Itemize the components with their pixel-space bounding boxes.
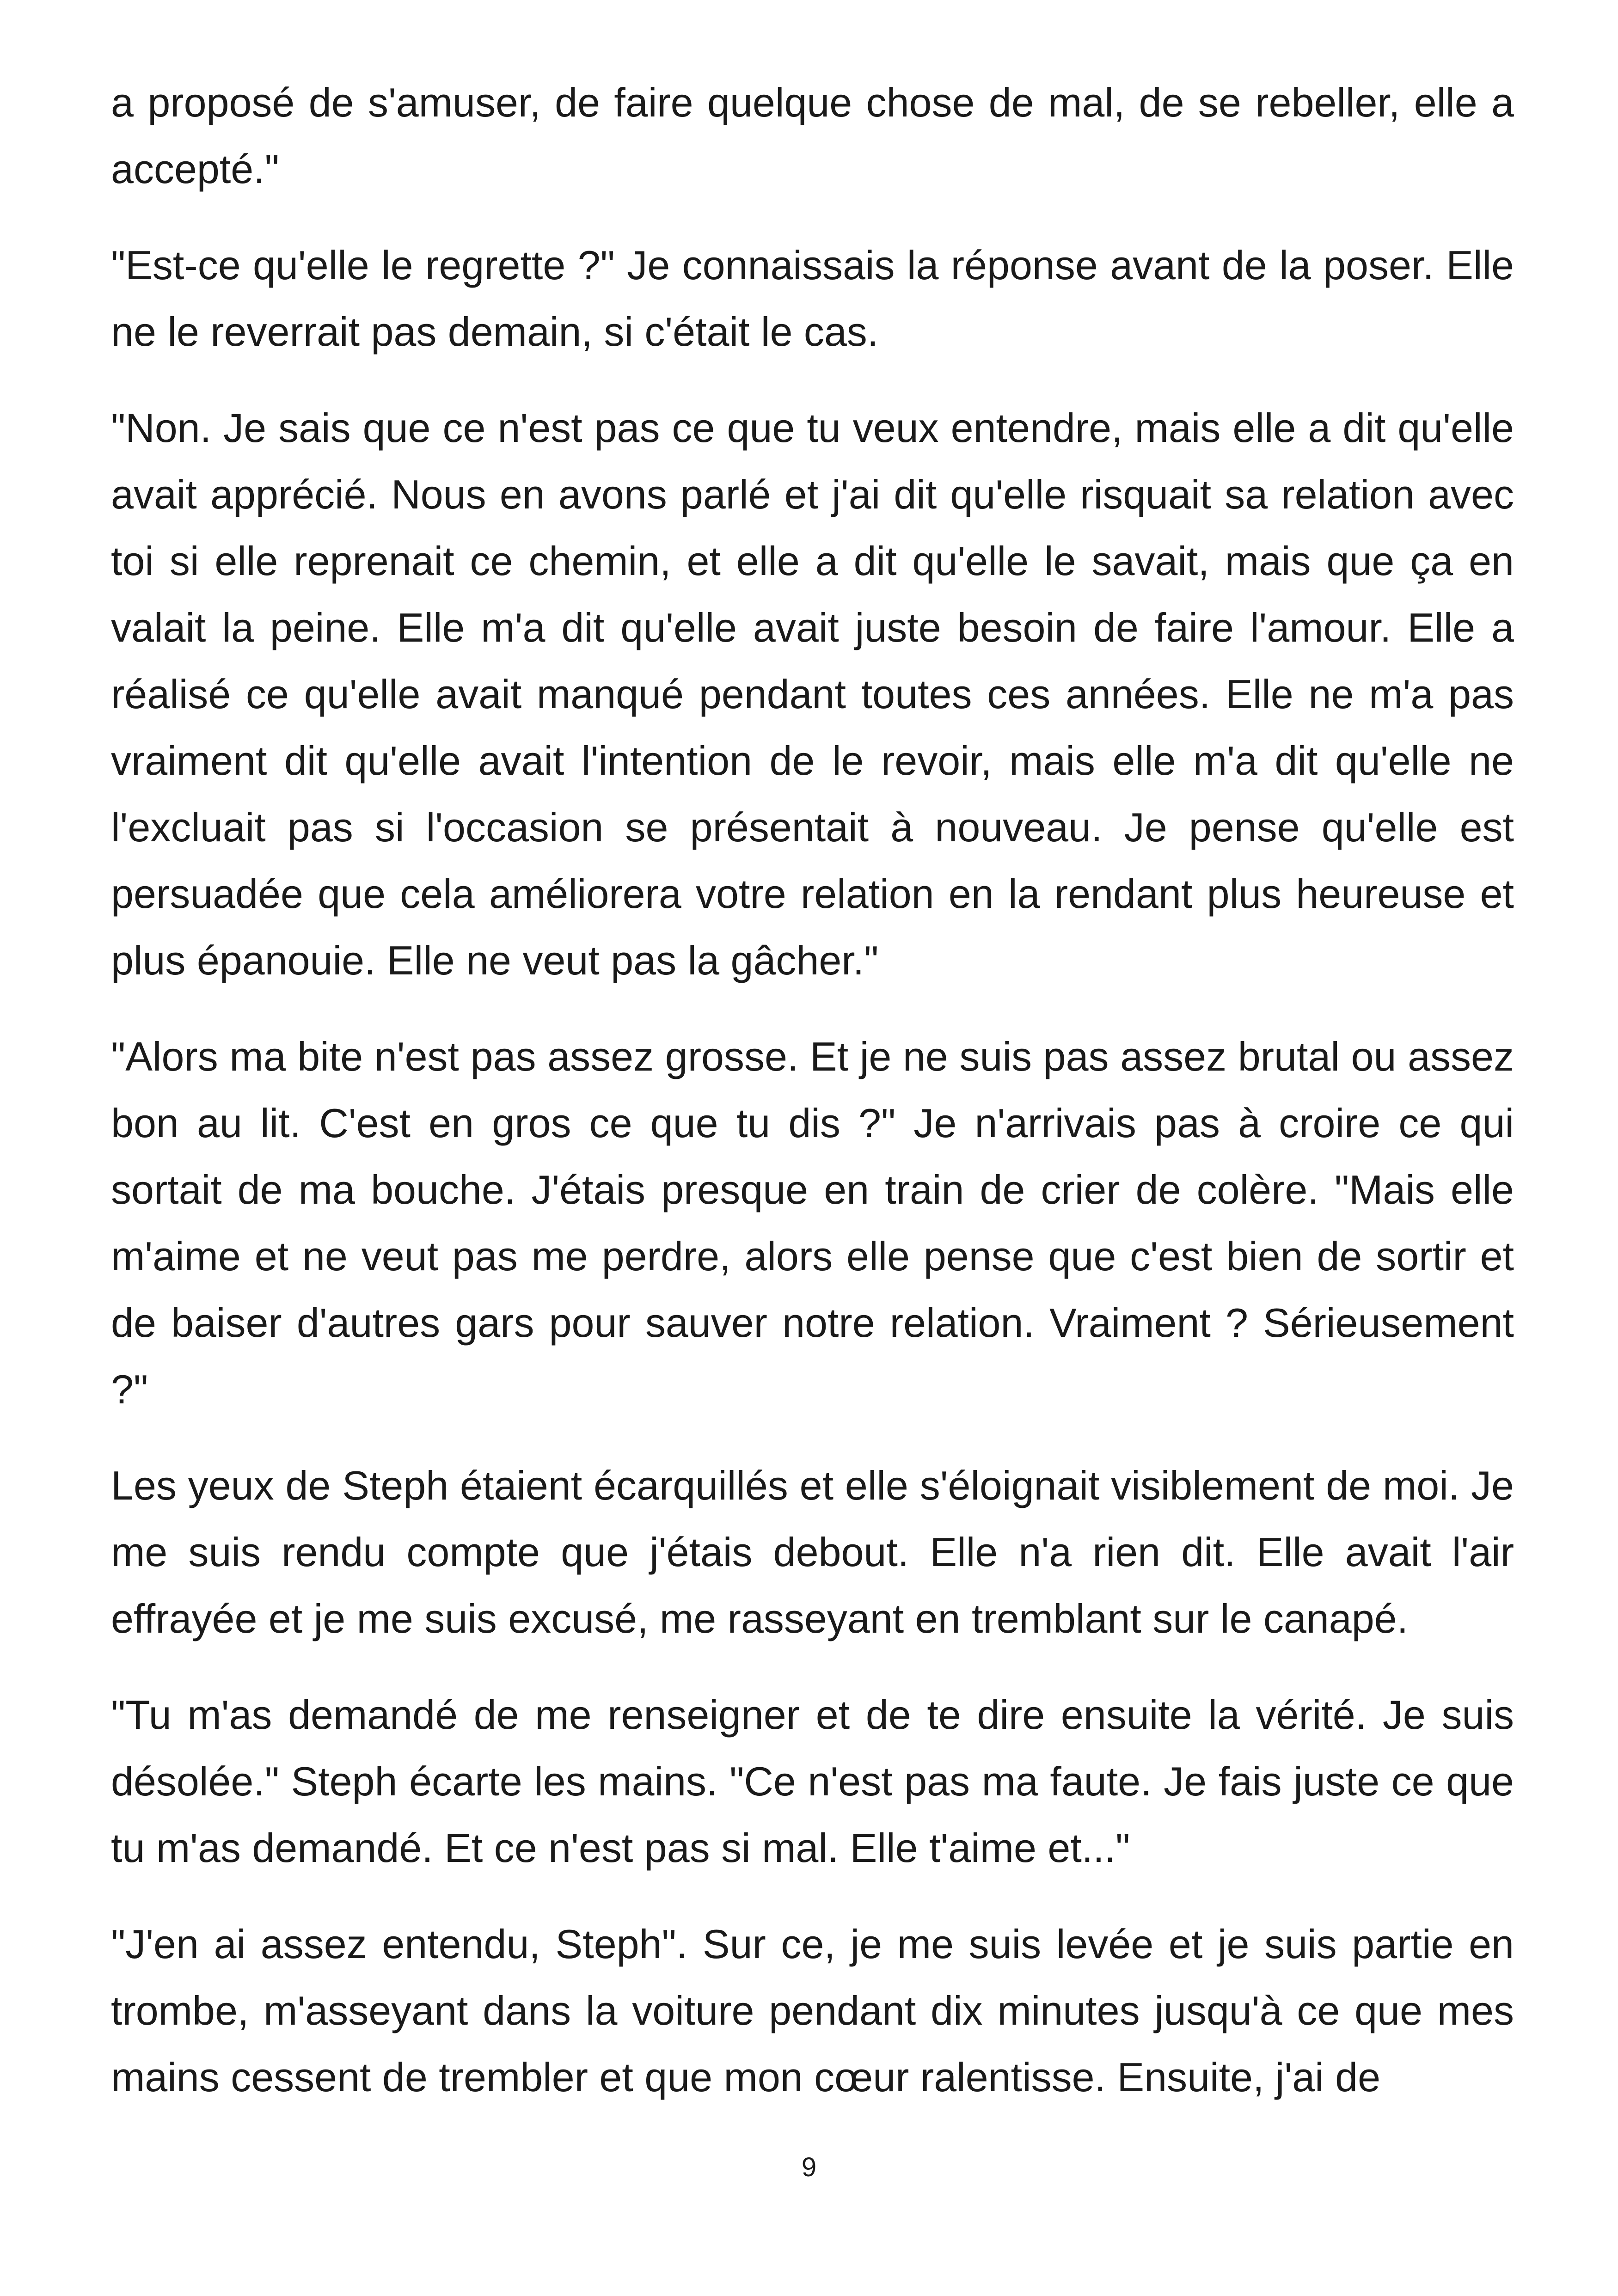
paragraph: "Alors ma bite n'est pas assez grosse. Et je ne suis pas assez brutal ou assez bon au lit. C'est en gros ce que tu dis ?" Je n'arrivais pas à croire ce qui sortait de ma bouche. J'étais presque en train de crier de colère. "Mais elle m'aime et ne veut pas me perdre, alors elle pense que c'est bien de sortir et de baiser d'autres gars pour sauver notre relation. Vraiment ? Sérieusement ?" <box>111 1034 1514 1412</box>
page-body <box>111 69 1514 2140</box>
paragraph: Les yeux de Steph étaient écarquillés et elle s'éloignait visiblement de moi. Je me suis rendu compte que j'étais debout. Elle n'a rien dit. Elle avait l'air effrayée et je me suis excusé, me rasseyant en tremblant sur le canapé. <box>111 1463 1514 1641</box>
paragraph: "J'en ai assez entendu, Steph". Sur ce, je me suis levée et je suis partie en trombe, m'asseyant dans la voiture pendant dix minutes jusqu'à ce que mes mains cessent de trembler et que mon cœur ralentisse. Ensuite, j'ai de <box>111 1921 1514 2100</box>
paragraph: a proposé de s'amuser, de faire quelque chose de mal, de se rebeller, elle a accepté." <box>111 80 1514 192</box>
paragraph: "Est-ce qu'elle le regrette ?" Je connaissais la réponse avant de la poser. Elle ne le reverrait pas demain, si c'était le cas. <box>111 242 1514 355</box>
paragraph: "Tu m'as demandé de me renseigner et de te dire ensuite la vérité. Je suis désolée." Steph écarte les mains. "Ce n'est pas ma faute. Je fais juste ce que tu m'as demandé. Et ce n'est pas si mal. Elle t'aime et..." <box>111 1692 1514 1871</box>
paragraph: "Non. Je sais que ce n'est pas ce que tu veux entendre, mais elle a dit qu'elle avait apprécié. Nous en avons parlé et j'ai dit qu'elle risquait sa relation avec toi si elle reprenait ce chemin, et elle a dit qu'elle le savait, mais que ça en valait la peine. Elle m'a dit qu'elle avait juste besoin de faire l'amour. Elle a réalisé ce qu'elle avait manqué pendant toutes ces années. Elle ne m'a pas vraiment dit qu'elle avait l'intention de le revoir, mais elle m'a dit qu'elle ne l'excluait pas si l'occasion se présentait à nouveau. Je pense qu'elle est persuadée que cela améliorera votre relation en la rendant plus heureuse et plus épanouie. Elle ne veut pas la gâcher." <box>111 405 1514 983</box>
page-number: 9 <box>801 2152 817 2182</box>
